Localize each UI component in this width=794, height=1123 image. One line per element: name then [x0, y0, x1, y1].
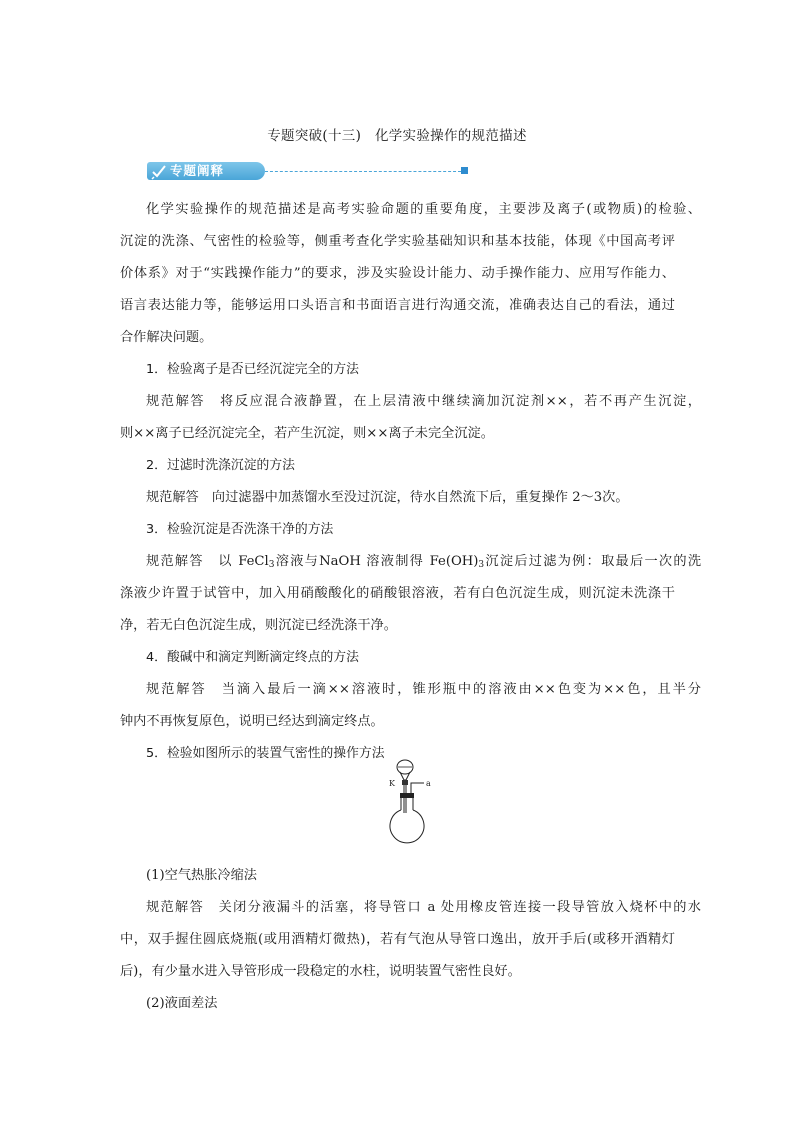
intro-line: 合作解决问题。	[120, 330, 213, 345]
answer-line: 规范解答 当滴入最后一滴××溶液时，锥形瓶中的溶液由××色变为××色，且半分	[146, 682, 701, 697]
answer-line: 规范解答 关闭分液漏斗的活塞，将导管口 a 处用橡皮管连接一段导管放入烧杯中的水	[146, 900, 701, 915]
topic-badge	[147, 162, 265, 180]
section-banner	[147, 160, 477, 182]
answer-line: 规范解答 向过滤器中加蒸馏水至没过沉淀，待水自然流下后，重复操作 2～3次。	[146, 490, 629, 505]
sub-heading: (2)液面差法	[146, 996, 218, 1011]
answer-text: 沉淀后过滤为例：取最后一次的洗	[484, 554, 702, 569]
section-heading: 5．检验如图所示的装置气密性的操作方法	[146, 746, 385, 761]
section-heading: 2．过滤时洗涤沉淀的方法	[146, 458, 295, 473]
page-title: 专题突破(十三) 化学实验操作的规范描述	[267, 128, 527, 144]
intro-line: 价体系》对于“实践操作能力”的要求，涉及实验设计能力、动手操作能力、应用写作能力、	[120, 266, 675, 281]
banner-end-marker	[461, 167, 468, 174]
answer-line	[120, 550, 701, 570]
pencil-check-icon	[151, 162, 167, 180]
apparatus-figure	[380, 755, 440, 850]
section-heading: 1．检验离子是否已经沉淀完全的方法	[146, 362, 359, 377]
answer-line: 净，若无白色沉淀生成，则沉淀已经洗涤干净。	[120, 618, 397, 633]
answer-line: 中，双手握住圆底烧瓶(或用酒精灯微热)，若有气泡从导管口逸出，放开手后(或移开酒精灯	[120, 932, 675, 947]
valve-label: K	[389, 779, 395, 788]
sub-heading: (1)空气热胀冷缩法	[146, 868, 257, 883]
answer-line: 钟内不再恢复原色，说明已经达到滴定终点。	[120, 714, 384, 729]
answer-line: 则××离子已经沉淀完全，若产生沉淀，则××离子未完全沉淀。	[120, 426, 494, 441]
intro-line: 化学实验操作的规范描述是高考实验命题的重要角度，主要涉及离子(或物质)的检验、	[146, 202, 701, 217]
section-heading: 3．检验沉淀是否洗涤干净的方法	[146, 522, 334, 537]
intro-line: 沉淀的洗涤、气密性的检验等，侧重考查化学实验基础知识和基本技能，体现《中国高考评	[120, 234, 675, 249]
section-heading: 4．酸碱中和滴定判断滴定终点的方法	[146, 650, 359, 665]
subscript: 3	[268, 560, 275, 570]
answer-text: 规范解答 以 FeCl	[146, 554, 269, 569]
intro-line: 语言表达能力等，能够运用口头语言和书面语言进行沟通交流，准确表达自己的看法，通过	[120, 298, 675, 313]
banner-divider	[265, 171, 461, 172]
answer-line: 规范解答 将反应混合液静置，在上层清液中继续滴加沉淀剂××，若不再产生沉淀，	[146, 394, 701, 409]
answer-line: 后)，有少量水进入导管形成一段稳定的水柱，说明装置气密性良好。	[120, 964, 521, 979]
answer-text: 溶液与NaOH 溶液制得 Fe(OH)	[274, 554, 479, 569]
answer-line: 涤液少许置于试管中，加入用硝酸酸化的硝酸银溶液，若有白色沉淀生成，则沉淀未洗涤干	[120, 586, 675, 601]
subscript: 3	[478, 560, 485, 570]
badge-label: 专题阐释	[170, 163, 225, 178]
outlet-label: a	[426, 779, 431, 788]
